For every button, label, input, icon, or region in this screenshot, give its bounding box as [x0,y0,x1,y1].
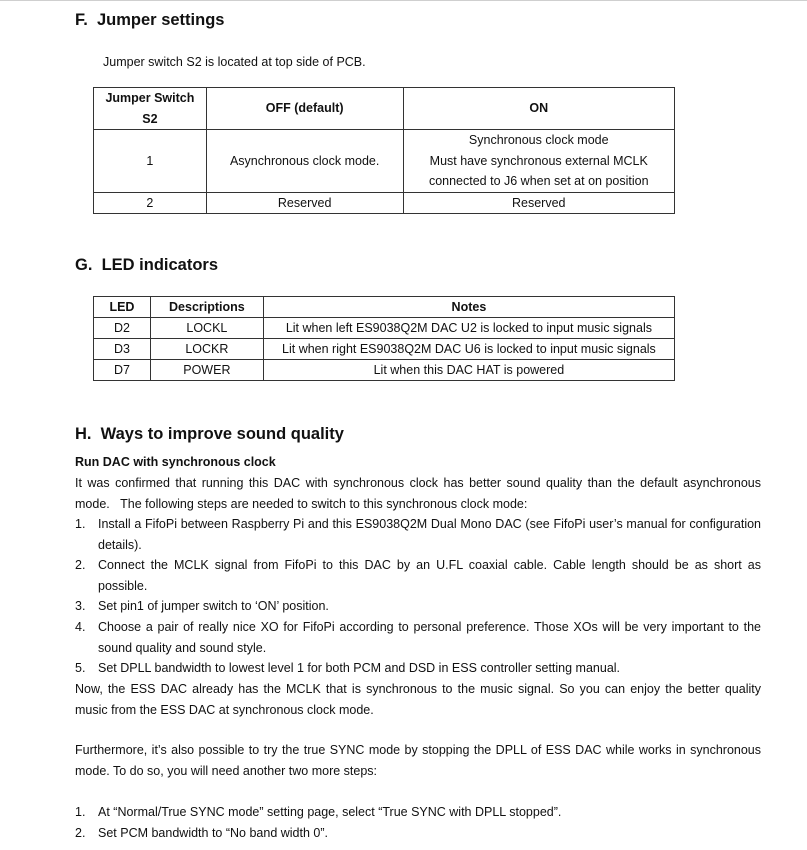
paragraph-sync-intro: It was confirmed that running this DAC with synchronous clock has better sound quality than the default asynchronous mode. The following steps are needed to switch to this synchronous clock mode: [75,476,761,511]
cell-off-reserved: Reserved [206,192,403,214]
cell-description: POWER [150,360,263,381]
table-row [94,192,675,214]
list-item [75,823,761,844]
table-header-row [94,88,675,130]
cell-switch-1: 1 [94,130,207,193]
list-item-text: Set PCM bandwidth to “No band width 0”. [98,826,328,840]
table-header-row [94,297,675,318]
subheading-sync-clock: Run DAC with synchronous clock [75,455,276,469]
list-item [75,658,761,679]
cell-on-sync-line2: Must have synchronous external MCLK [429,153,648,168]
cell-on-sync-line3: connected to J6 when set at on position [428,174,649,188]
list-item [75,514,761,555]
header-jumper-switch-line2: S2 [142,111,158,126]
cell-off-async: Asynchronous clock mode. [206,130,403,193]
list-item-text: At “Normal/True SYNC mode” setting page, select “True SYNC with DPLL stopped”. [98,805,562,819]
list-item [75,555,761,596]
section-heading-jumper-settings: F. Jumper settings [75,11,225,29]
section-heading-led-indicators: G. LED indicators [75,256,219,274]
list-item [75,596,761,617]
list-item-text: Choose a pair of really nice XO for FifoPi according to personal preference. Those XOs will be very important to the sound quality and sound style. [98,620,761,655]
cell-on-sync [403,130,675,193]
list-item-text: Install a FifoPi between Raspberry Pi and this ES9038Q2M Dual Mono DAC (see FifoPi user’s manual for configuration details). [98,517,761,552]
table-row [94,339,675,360]
list-item-number: 2. [75,826,86,840]
cell-on-reserved: Reserved [403,192,675,214]
cell-led: D2 [94,318,151,339]
cell-description: LOCKL [150,318,263,339]
list-item-number: 1. [75,517,86,531]
header-on: ON [403,88,675,130]
list-item-number: 1. [75,805,86,819]
cell-notes: Lit when this DAC HAT is powered [263,360,674,381]
header-notes: Notes [263,297,674,318]
list-item-number: 3. [75,599,86,613]
section-heading-improve-sound: H. Ways to improve sound quality [75,425,344,443]
list-item [75,617,761,658]
header-jumper-switch-line1: Jumper Switch [105,91,195,105]
cell-notes: Lit when right ES9038Q2M DAC U6 is locked to input music signals [263,339,674,360]
paragraph-sync-result: Now, the ESS DAC already has the MCLK that is synchronous to the music signal. So you can enjoy the better quality music from the ESS DAC at synchronous clock mode. [75,682,761,717]
list-item [75,802,761,823]
header-jumper-switch [94,88,207,130]
list-item-number: 2. [75,558,86,572]
table-row [94,360,675,381]
list-item-text: Connect the MCLK signal from FifoPi to this DAC by an U.FL coaxial cable. Cable length should be as short as possible. [98,558,761,593]
list-item-number: 5. [75,661,86,675]
cell-led: D3 [94,339,151,360]
led-indicators-table [93,296,675,381]
list-item-text: Set DPLL bandwidth to lowest level 1 for both PCM and DSD in ESS controller setting manual. [98,661,621,675]
header-led: LED [94,297,151,318]
paragraph-true-sync: Furthermore, it’s also possible to try the true SYNC mode by stopping the DPLL of ESS DAC while works in synchronous mode. To do so, you will need another two more steps: [75,743,761,778]
cell-description: LOCKR [150,339,263,360]
header-descriptions: Descriptions [150,297,263,318]
table-row [94,318,675,339]
jumper-settings-table [93,87,675,214]
page-top-border [0,0,807,1]
cell-on-sync-line1: Synchronous clock mode [468,133,609,147]
jumper-intro-text: Jumper switch S2 is located at top side of PCB. [103,55,366,69]
list-item-text: Set pin1 of jumper switch to ‘ON’ position. [98,599,329,613]
cell-led: D7 [94,360,151,381]
list-item-number: 4. [75,620,86,634]
table-row [94,130,675,193]
header-off-default: OFF (default) [206,88,403,130]
cell-switch-2: 2 [94,192,207,214]
cell-notes: Lit when left ES9038Q2M DAC U2 is locked to input music signals [263,318,674,339]
